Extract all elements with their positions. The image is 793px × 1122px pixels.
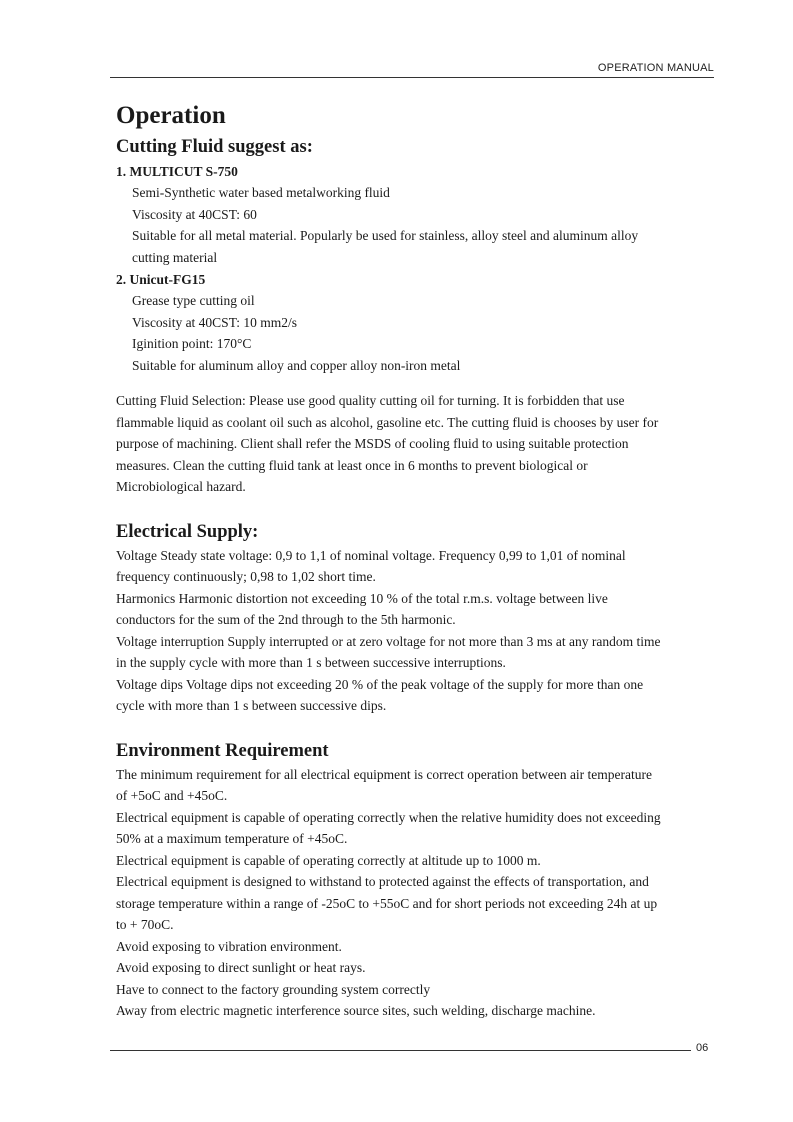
environment-line: Electrical equipment is designed to withstand to protected against the effects of transportation, and <box>116 874 649 889</box>
electrical-supply-line: Voltage Steady state voltage: 0,9 to 1,1 of nominal voltage. Frequency 0,99 to 1,01 of nominal <box>116 547 626 563</box>
environment-section <box>116 738 716 1022</box>
electrical-supply-line: conductors for the sum of the 2nd through to the 5th harmonic. <box>116 612 456 627</box>
page-title: Operation <box>116 102 226 129</box>
cutting-fluid-heading: Cutting Fluid suggest as: <box>116 137 313 157</box>
cutting-fluid-item-line: cutting material <box>132 249 218 265</box>
cutting-fluid-item-title: 2. Unicut-FG15 <box>116 272 206 287</box>
electrical-supply-line: Harmonics Harmonic distortion not exceeding 10 % of the total r.m.s. voltage between live <box>116 590 608 606</box>
electrical-supply-line: frequency continuously; 0,98 to 1,02 short time. <box>116 569 376 584</box>
cutting-fluid-item-title: 1. MULTICUT S-750 <box>116 164 238 179</box>
cutting-fluid-item-1 <box>116 161 716 268</box>
selection-line: flammable liquid as coolant oil such as alcohol, gasoline etc. The cutting fluid is chooses by user for <box>116 414 659 430</box>
cutting-fluid-item-line: Grease type cutting oil <box>132 293 255 308</box>
environment-line: The minimum requirement for all electrical equipment is correct operation between air temperature <box>116 766 653 782</box>
electrical-supply-section <box>116 519 716 717</box>
environment-line: 50% at a maximum temperature of +45oC. <box>116 831 348 846</box>
page-content <box>116 100 716 1022</box>
electrical-supply-heading: Electrical Supply: <box>116 521 259 542</box>
footer-rule <box>110 1050 691 1051</box>
cutting-fluid-item-line: Suitable for all metal material. Popularly be used for stainless, alloy steel and aluminum alloy <box>132 228 639 243</box>
selection-line: Microbiological hazard. <box>116 479 246 494</box>
electrical-supply-line: Voltage dips Voltage dips not exceeding 20 % of the peak voltage of the supply for more than one <box>116 676 644 692</box>
header-label: OPERATION MANUAL <box>597 62 714 74</box>
environment-line: of +5oC and +45oC. <box>116 788 228 803</box>
electrical-supply-line: Voltage interruption Supply interrupted or at zero voltage for not more than 3 ms at any random time <box>116 633 661 649</box>
environment-line: storage temperature within a range of -25oC to +55oC and for short periods not exceeding 24h at up <box>116 895 658 911</box>
environment-line: Avoid exposing to vibration environment. <box>116 938 342 954</box>
header-rule <box>110 77 714 78</box>
selection-line: measures. Clean the cutting fluid tank at least once in 6 months to prevent biological or <box>116 457 588 473</box>
cutting-fluid-item-line: Semi-Synthetic water based metalworking fluid <box>132 185 390 200</box>
environment-line: Have to connect to the factory grounding system correctly <box>116 981 431 997</box>
selection-line: purpose of machining. Client shall refer the MSDS of cooling fluid to using suitable protection <box>116 436 629 451</box>
cutting-fluid-selection <box>116 390 716 498</box>
page-number: 06 <box>696 1042 709 1054</box>
environment-heading: Environment Requirement <box>116 740 329 761</box>
cutting-fluid-item-line: Viscosity at 40CST: 10 mm2/s <box>132 314 298 330</box>
environment-line: Away from electric magnetic interference source sites, such welding, discharge machine. <box>116 1003 596 1018</box>
environment-line: Avoid exposing to direct sunlight or heat rays. <box>116 960 366 975</box>
environment-line: Electrical equipment is capable of operating correctly at altitude up to 1000 m. <box>116 852 541 868</box>
electrical-supply-line: in the supply cycle with more than 1 s between successive interruptions. <box>116 655 506 670</box>
cutting-fluid-item-line: Suitable for aluminum alloy and copper alloy non-iron metal <box>132 357 461 373</box>
cutting-fluid-item-line: Viscosity at 40CST: 60 <box>132 206 257 222</box>
cutting-fluid-item-line: Iginition point: 170°C <box>132 336 252 351</box>
selection-line: Cutting Fluid Selection: Please use good quality cutting oil for turning. It is forbidden that use <box>116 393 625 408</box>
environment-line: Electrical equipment is capable of operating correctly when the relative humidity does not exceeding <box>116 809 661 825</box>
electrical-supply-line: cycle with more than 1 s between successive dips. <box>116 698 387 713</box>
environment-line: to + 70oC. <box>116 917 174 932</box>
cutting-fluid-item-2 <box>116 269 716 376</box>
